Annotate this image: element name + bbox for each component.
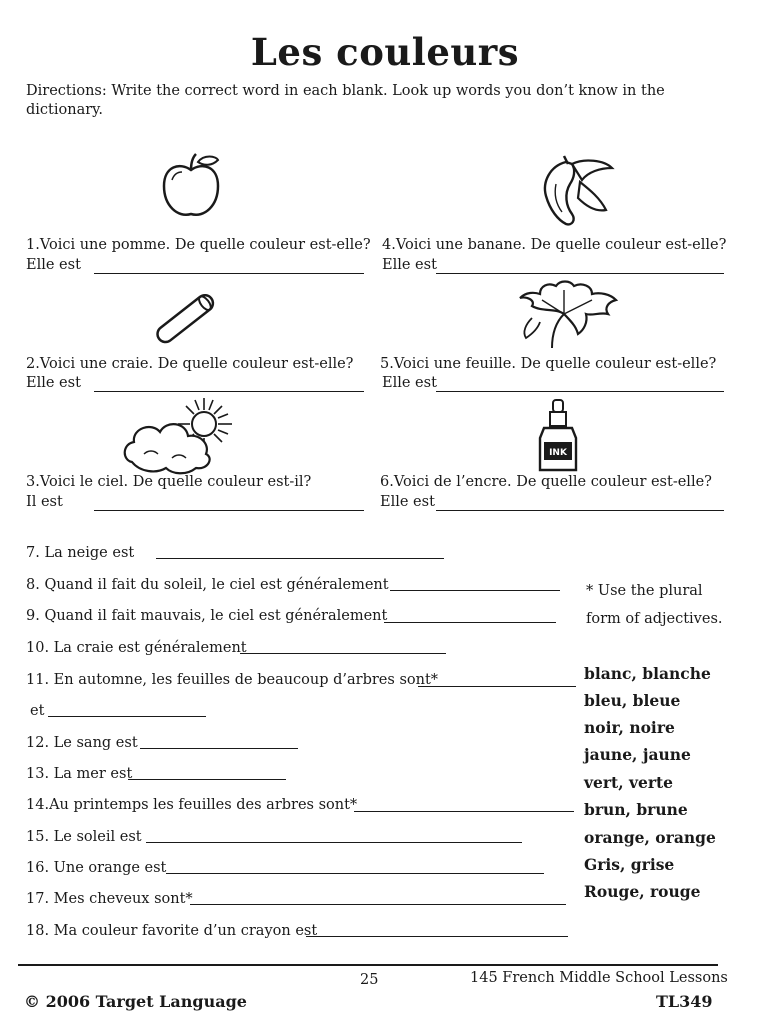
plural-note-line-1: * Use the plural — [586, 583, 703, 599]
answer-blank-6[interactable] — [436, 510, 724, 511]
word-bank-item: Gris, grise — [584, 855, 675, 874]
word-bank-item: jaune, jaune — [584, 745, 691, 764]
sentence-blank-10[interactable] — [240, 653, 446, 654]
page-title: Les couleurs — [250, 30, 520, 74]
footer-rule — [18, 964, 718, 966]
answer-blank-5[interactable] — [436, 391, 724, 392]
answer-blank-3[interactable] — [94, 510, 364, 511]
sentence-13: 13. La mer est — [26, 766, 133, 782]
word-bank-item: orange, orange — [584, 828, 716, 847]
question-1: 1.Voici une pomme. De quelle couleur est-elle? — [26, 237, 371, 253]
directions: Directions: Write the correct word in each blank. Look up words you don’t know in the dictionary. — [26, 83, 665, 118]
word-bank-item: noir, noire — [584, 718, 675, 737]
question-2: 2.Voici une craie. De quelle couleur est-elle? — [26, 356, 354, 372]
sentence-blank-14[interactable] — [354, 811, 574, 812]
page-number: 25 — [360, 972, 379, 988]
answer-prefix-6: Elle est — [380, 494, 435, 510]
answer-blank-1[interactable] — [94, 273, 364, 274]
word-bank-item: vert, verte — [584, 773, 674, 792]
answer-prefix-2: Elle est — [26, 375, 81, 391]
banana-icon — [536, 154, 616, 228]
cloud-sun-icon — [120, 396, 238, 476]
answer-prefix-5: Elle est — [382, 375, 437, 391]
answer-prefix-3: Il est — [26, 494, 63, 510]
word-bank-item: bleu, bleue — [584, 691, 681, 710]
leaf-icon — [512, 278, 624, 350]
copyright: © 2006 Target Language — [24, 992, 247, 1011]
word-bank-item: brun, brune — [584, 800, 688, 819]
sentence-8: 8. Quand il fait du soleil, le ciel est généralement — [26, 577, 389, 593]
answer-prefix-1: Elle est — [26, 257, 81, 273]
sentence-16: 16. Une orange est — [26, 860, 167, 876]
ink-bottle-icon — [536, 398, 580, 474]
answer-blank-2[interactable] — [94, 391, 364, 392]
sentence-blank-16[interactable] — [166, 873, 544, 874]
sentence-11-continuation: et — [30, 703, 45, 719]
word-bank-item: Rouge, rouge — [584, 882, 701, 901]
sentence-blank-11a[interactable] — [418, 686, 576, 687]
sentence-12: 12. Le sang est — [26, 735, 138, 751]
question-4: 4.Voici une banane. De quelle couleur est-elle? — [382, 237, 727, 253]
sentence-blank-17[interactable] — [190, 904, 566, 905]
question-3: 3.Voici le ciel. De quelle couleur est-il? — [26, 474, 312, 490]
answer-blank-4[interactable] — [436, 273, 724, 274]
sentence-blank-11b[interactable] — [48, 716, 206, 717]
sentence-17: 17. Mes cheveux sont* — [26, 891, 193, 907]
plural-note-line-2: form of adjectives. — [586, 611, 723, 627]
product-code: TL349 — [656, 992, 713, 1011]
apple-icon — [158, 152, 224, 222]
word-bank-item: blanc, blanche — [584, 664, 711, 683]
sentence-15: 15. Le soleil est — [26, 829, 142, 845]
sentence-7: 7. La neige est — [26, 545, 135, 561]
question-6: 6.Voici de l’encre. De quelle couleur est-elle? — [380, 474, 712, 490]
sentence-blank-15[interactable] — [146, 842, 522, 843]
sentence-blank-18[interactable] — [306, 936, 568, 937]
sentence-blank-9[interactable] — [384, 622, 556, 623]
svg-text:INK: INK — [549, 448, 567, 458]
book-title: 145 French Middle School Lessons — [470, 970, 728, 986]
sentence-blank-13[interactable] — [128, 779, 286, 780]
sentence-11: 11. En automne, les feuilles de beaucoup d’arbres sont* — [26, 672, 439, 688]
sentence-14: 14.Au printemps les feuilles des arbres sont* — [26, 797, 358, 813]
sentence-blank-7[interactable] — [156, 558, 444, 559]
sentence-blank-8[interactable] — [390, 590, 560, 591]
sentence-10: 10. La craie est généralement — [26, 640, 247, 656]
sentence-18: 18. Ma couleur favorite d’un crayon est — [26, 923, 318, 939]
answer-prefix-4: Elle est — [382, 257, 437, 273]
question-5: 5.Voici une feuille. De quelle couleur est-elle? — [380, 356, 717, 372]
sentence-blank-12[interactable] — [140, 748, 298, 749]
chalk-icon — [150, 292, 222, 344]
sentence-9: 9. Quand il fait mauvais, le ciel est généralement — [26, 608, 388, 624]
